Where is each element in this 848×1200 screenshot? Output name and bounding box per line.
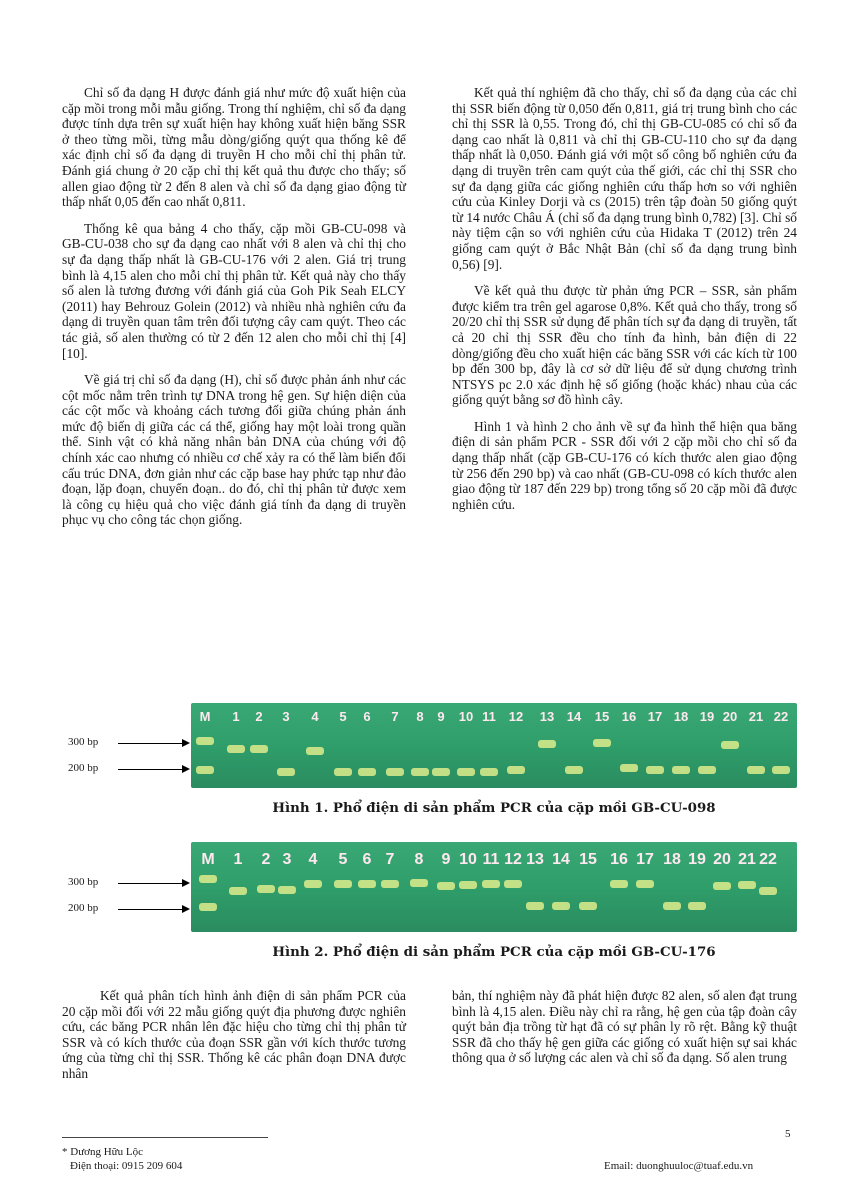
dna-band — [738, 881, 756, 889]
lane-label: 18 — [673, 709, 689, 724]
lane-label: 13 — [539, 709, 555, 724]
footnote-divider — [62, 1137, 268, 1138]
lane-label: 6 — [362, 851, 372, 868]
dna-band — [747, 766, 765, 774]
dna-band — [306, 747, 324, 755]
dna-band — [459, 881, 477, 889]
dna-band — [196, 766, 214, 774]
lane-label: 11 — [482, 851, 500, 868]
marker-300bp-label: 300 bp — [68, 736, 99, 748]
paragraph: Thống kê qua bảng 4 cho thấy, cặp mồi GB-CU-098 và GB-CU-038 cho sự đa dạng cao nhất với 8 alen và chỉ thị cho sự đa dạng thấp nhất là GB-CU-176 với 2 alen. Giá trị trung bình là 4,15 alen cho mỗi chỉ thị phân tử. Kết quả này cho thấy số alen là tương đương với đánh giá của Goh Pik Seah ELCY (2011) hay Behrouz Golein (2012) và nhiều nhà nghiên cứu đa dạng di truyền quan tâm trên đối tượng cây cam quýt. Theo các tác giả, số alen thường có từ 2 đến 12 alen cho mỗi chỉ thị [4] [10]. — [62, 220, 406, 361]
paragraph: Kết quả thí nghiệm đã cho thấy, chỉ số đa dạng của các chỉ thị SSR biến động từ 0,050 đến 0,811, giá trị trung bình cho các chỉ thị SSR là 0,55. Trong đó, chỉ thị GB-CU-085 có chỉ số đa dạng cao nhất là 0,811 và chỉ thị GB-CU-110 cho sự đa dạng thấp nhất là 0,050. Đánh giá với một số công bố nghiên cứu đa dạng di truyền trên cam quýt của thế giới, các chỉ thị SSR cho sự đa dạng giữa các giống nghiên cứu thấp hơn so với nghiên cứu của Kinley Dorji và cs (2015) trên tập đoàn 50 giống quýt từ 14 nước Châu Á (chỉ số đa dạng trung bình 0,782) [3]. Chỉ số này tiệm cận so với nghiên cứu của Hidaka T (2012) trên 24 giống cam quýt ở Bắc Nhật Bản (chỉ số đa dạng trung bình 0,56) [9]. — [452, 85, 797, 272]
dna-band — [538, 740, 556, 748]
dna-band — [504, 880, 522, 888]
dna-band — [721, 741, 739, 749]
dna-band — [672, 766, 690, 774]
lane-label: 6 — [363, 709, 371, 724]
dna-band — [411, 768, 429, 776]
lane-label: 15 — [594, 709, 610, 724]
dna-band — [199, 903, 217, 911]
dna-band — [277, 768, 295, 776]
lane-label: M — [201, 851, 215, 868]
lane-label: 13 — [526, 851, 544, 868]
dna-band — [358, 768, 376, 776]
dna-band — [410, 879, 428, 887]
paragraph: Về giá trị chỉ số đa dạng (H), chỉ số được phản ánh như các cột mốc nằm trên trình tự DNA trong hệ gen. Sự hiện diện của các cột mốc và khoảng cách tương đối giữa chúng phản ánh mức độ biến dị giữa các cá thể, giống hay một loài trong quần thể. Sinh vật có khả năng nhân bản DNA của chúng với độ chính xác cao nhưng có nhiều cơ chế xảy ra có thể làm biến đổi cấu trúc DNA, đơn giản như các cặp base hay phức tạp như đảo đoạn, lặp đoạn, chuyển đoạn.. do đó, chỉ thị phân tử được xem là công cụ hiệu quả cho việc đánh giá tính đa dạng di truyền phục vụ cho công tác chọn giống. — [62, 372, 406, 528]
paragraph: Về kết quả thu được từ phản ứng PCR – SSR, sản phẩm được kiểm tra trên gel agarose 0,8%. Kết quả cho thấy, trong số 20/20 chỉ thị SSR sử dụng để phân tích sự đa dạng di truyền, tất cả 20 chỉ thị SSR đều cho tính đa hình, bản điện di 22 dòng/giống đều cho xuất hiện các băng SSR với các kích từ 100 bp đến 300 bp, đây là cơ sở dữ liệu để sử dụng chương trình NTSYS pc 2.0 xác định hệ số giống (hoặc khác) nhau của các giống quýt bằng sơ đồ hình cây. — [452, 283, 797, 408]
lane-label: 20 — [713, 851, 731, 868]
dna-band — [257, 885, 275, 893]
bottom-left-column — [62, 988, 406, 1093]
lane-label: 9 — [441, 851, 451, 868]
dna-band — [386, 768, 404, 776]
paragraph: Kết quả phân tích hình ảnh điện di sản phẩm PCR của 20 cặp mồi đối với 22 mẫu giống quýt địa phương được nghiên cứu, các băng PCR nhân lên đặc hiệu cho từng chỉ thị phân tử SSR và có kích thước của đoạn SSR gần với kích thước tương ứng của từng chỉ thị SSR. Thống kê các phân đoạn DNA được nhân — [62, 988, 406, 1081]
dna-band — [507, 766, 525, 774]
lane-label: 4 — [311, 709, 319, 724]
lane-label: 19 — [699, 709, 715, 724]
lane-label: 16 — [621, 709, 637, 724]
marker-200bp-label: 200 bp — [68, 902, 99, 914]
lane-label: 16 — [610, 851, 628, 868]
dna-band — [199, 875, 217, 883]
lane-label: 9 — [437, 709, 445, 724]
dna-band — [381, 880, 399, 888]
lane-label: 2 — [261, 851, 271, 868]
arrow-200bp — [118, 909, 188, 910]
lane-label: 11 — [482, 709, 496, 724]
gel-image-1 — [191, 703, 797, 788]
figure-1-caption: Hình 1. Phổ điện di sản phẩm PCR của cặp mồi GB-CU-098 — [272, 800, 716, 816]
lane-label: 12 — [508, 709, 524, 724]
dna-band — [620, 764, 638, 772]
gel-image-2 — [191, 842, 797, 932]
lane-label: 18 — [663, 851, 681, 868]
lane-label: M — [199, 709, 211, 724]
lane-label: 14 — [552, 851, 570, 868]
lane-label: 4 — [308, 851, 318, 868]
dna-band — [250, 745, 268, 753]
figure-2-caption: Hình 2. Phổ điện di sản phẩm PCR của cặp mồi GB-CU-176 — [272, 944, 716, 960]
marker-200bp-label: 200 bp — [68, 762, 99, 774]
dna-band — [229, 887, 247, 895]
lane-label: 20 — [722, 709, 738, 724]
lane-label: 15 — [579, 851, 597, 868]
dna-band — [698, 766, 716, 774]
dna-band — [526, 902, 544, 910]
dna-band — [663, 902, 681, 910]
paragraph: Chỉ số đa dạng H được đánh giá như mức độ xuất hiện của cặp mồi trong mỗi mẫu giống. Trong thí nghiệm, chỉ số đa dạng được tính dựa trên sự xuất hiện hay không xuất hiện băng SSR ở theo từng mồi, từng mẫu dòng/giống quýt qua thống kê để xác định chỉ số đa dạng di truyền H cho mỗi chỉ thị phân tử. Đánh giá chung ở 20 cặp chỉ thị kết quả thu được cho thấy; số allen giao động từ 2 đến 8 alen và chỉ số đa dạng giao động từ thấp nhất 0,05 đến cao nhất 0,811. — [62, 85, 406, 210]
dna-band — [482, 880, 500, 888]
bottom-right-column — [452, 988, 797, 1077]
lane-label: 5 — [338, 851, 348, 868]
paragraph: Hình 1 và hình 2 cho ảnh về sự đa hình thể hiện qua băng điện di sản phẩm PCR - SSR đối với 2 cặp mồi cho chỉ số đa dạng thấp nhất (cặp GB-CU-176 có kích thước alen giao động từ 256 đến 290 bp) và cao nhất (GB-CU-098 có kích thước alen giao động từ 187 đến 229 bp) trong tổng số 20 cặp mồi đã được nghiên cứu. — [452, 418, 797, 512]
paragraph: bản, thí nghiệm này đã phát hiện được 82 alen, số alen đạt trung bình là 4,15 alen. Điều này chỉ ra rằng, hệ gen của tập đoàn cây quýt bản địa trồng từ hạt đã có sự phân ly rõ rệt. Bằng kỹ thuật SSR đã cho thấy hệ gen giữa các giống có xuất hiện sự sai khác thông qua ở số lượng các alen và chỉ số đa dạng. Số alen trung — [452, 988, 797, 1066]
footnote-author: * Dương Hữu Lộc — [62, 1146, 143, 1158]
marker-300bp-label: 300 bp — [68, 876, 99, 888]
dna-band — [688, 902, 706, 910]
lane-label: 10 — [459, 851, 477, 868]
lane-label: 5 — [339, 709, 347, 724]
dna-band — [610, 880, 628, 888]
lane-label: 8 — [416, 709, 424, 724]
dna-band — [552, 902, 570, 910]
dna-band — [304, 880, 322, 888]
lane-label: 17 — [636, 851, 654, 868]
dna-band — [334, 880, 352, 888]
footnote-email: Email: duonghuuloc@tuaf.edu.vn — [604, 1160, 754, 1172]
dna-band — [579, 902, 597, 910]
dna-band — [334, 768, 352, 776]
left-column — [62, 85, 406, 539]
dna-band — [358, 880, 376, 888]
lane-label: 7 — [385, 851, 395, 868]
dna-band — [565, 766, 583, 774]
arrow-300bp — [118, 883, 188, 884]
lane-label: 7 — [391, 709, 399, 724]
dna-band — [457, 768, 475, 776]
lane-label: 3 — [282, 709, 290, 724]
lane-label: 2 — [255, 709, 263, 724]
dna-band — [636, 880, 654, 888]
lane-label: 14 — [566, 709, 582, 724]
dna-band — [713, 882, 731, 890]
lane-label: 1 — [232, 709, 240, 724]
dna-band — [196, 737, 214, 745]
lane-label: 21 — [738, 851, 756, 868]
arrow-200bp — [118, 769, 188, 770]
dna-band — [227, 745, 245, 753]
lane-label: 1 — [233, 851, 243, 868]
lane-label: 10 — [458, 709, 474, 724]
dna-band — [278, 886, 296, 894]
lane-label: 21 — [748, 709, 764, 724]
lane-label: 22 — [759, 851, 777, 868]
dna-band — [646, 766, 664, 774]
dna-band — [432, 768, 450, 776]
lane-label: 3 — [282, 851, 292, 868]
dna-band — [480, 768, 498, 776]
dna-band — [437, 882, 455, 890]
dna-band — [759, 887, 777, 895]
lane-label: 8 — [414, 851, 424, 868]
dna-band — [593, 739, 611, 747]
lane-label: 19 — [688, 851, 706, 868]
arrow-300bp — [118, 743, 188, 744]
lane-label: 12 — [504, 851, 522, 868]
lane-label: 17 — [647, 709, 663, 724]
dna-band — [772, 766, 790, 774]
footnote-phone: Điện thoại: 0915 209 604 — [70, 1160, 183, 1172]
lane-label: 22 — [773, 709, 789, 724]
right-column — [452, 85, 797, 523]
page-number: 5 — [785, 1128, 791, 1140]
